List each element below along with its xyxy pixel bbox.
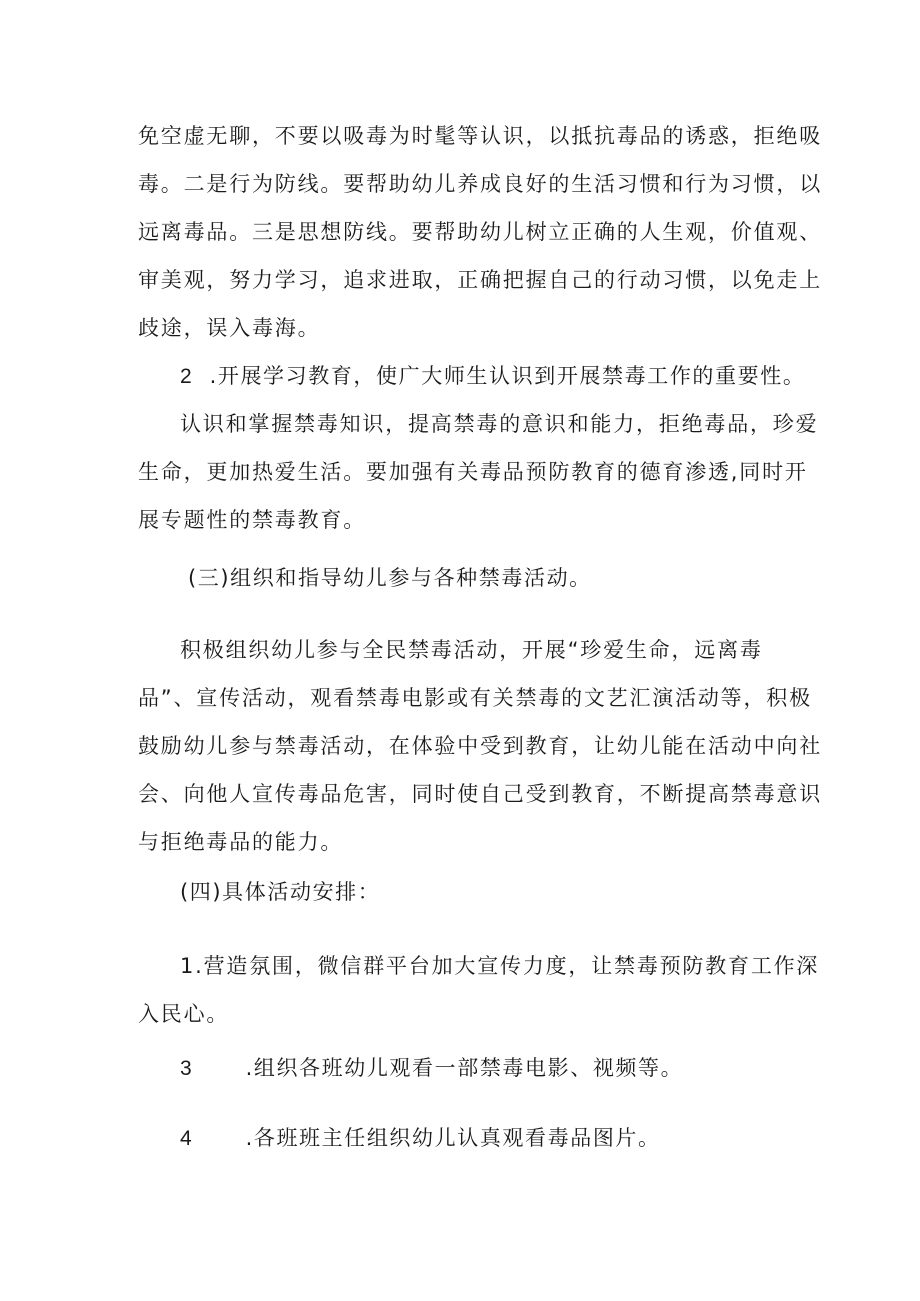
item-number: 4 xyxy=(180,1127,194,1150)
text-line: 免空虚无聊，不要以吸毒为时髦等认识，以抵抗毒品的诱惑，拒绝吸 xyxy=(138,124,822,148)
section-heading-3: (三)组织和指导幼儿参与各种禁毒活动。 xyxy=(188,566,592,590)
item-number: 2 xyxy=(180,365,194,388)
item-2-study-education xyxy=(180,352,805,401)
text-line: 与拒绝毒品的能力。 xyxy=(138,830,344,854)
text-line: 远离毒品。三是思想防线。要帮助幼儿树立正确的人生观，价值观、 xyxy=(138,220,822,244)
text-line: 鼓励幼儿参与禁毒活动，在体验中受到教育，让幼儿能在活动中向社 xyxy=(138,734,822,758)
item-text: .开展学习教育，使广大师生认识到开展禁毒工作的重要性。 xyxy=(209,364,806,388)
text-line: 积极组织幼儿参与全民禁毒活动，开展“珍爱生命，远离毒 xyxy=(180,638,763,662)
text-line: 认识和掌握禁毒知识，提高禁毒的意识和能力，拒绝毒品，珍爱 xyxy=(180,412,819,436)
text-line: 会、向他人宣传毒品危害，同时使自己受到教育，不断提高禁毒意识 xyxy=(138,782,822,806)
item-text: .各班班主任组织幼儿认真观看毒品图片。 xyxy=(245,1126,661,1150)
text-line: 毒。二是行为防线。要帮助幼儿养成良好的生活习惯和行为习惯，以 xyxy=(138,172,822,196)
activity-1 xyxy=(138,942,820,1038)
item-text: .组织各班幼儿观看一部禁毒电影、视频等。 xyxy=(245,1056,684,1080)
paragraph-defense-lines xyxy=(138,112,822,352)
item-number: 3 xyxy=(180,1057,194,1080)
paragraph-anti-drug-knowledge xyxy=(138,400,819,544)
text-line: 审美观，努力学习，追求进取，正确把握自己的行动习惯，以免走上 xyxy=(138,268,822,292)
text-line: 品”、宣传活动，观看禁毒电影或有关禁毒的文艺汇演活动等，积极 xyxy=(138,686,812,710)
activity-3 xyxy=(180,1044,683,1093)
section-heading-4: (四)具体活动安排： xyxy=(180,880,381,904)
text-line: 入民心。 xyxy=(138,1002,230,1026)
activity-4 xyxy=(180,1114,661,1163)
text-line: 展专题性的禁毒教育。 xyxy=(138,508,366,532)
text-line: 歧途，误入毒海。 xyxy=(138,316,321,340)
paragraph-activities xyxy=(138,626,822,866)
text-line: 生命，更加热爱生活。要加强有关毒品预防教育的德育渗透,同时开 xyxy=(138,460,808,484)
text-line: 1.营造氛围，微信群平台加大宣传力度，让禁毒预防教育工作深 xyxy=(180,954,820,978)
